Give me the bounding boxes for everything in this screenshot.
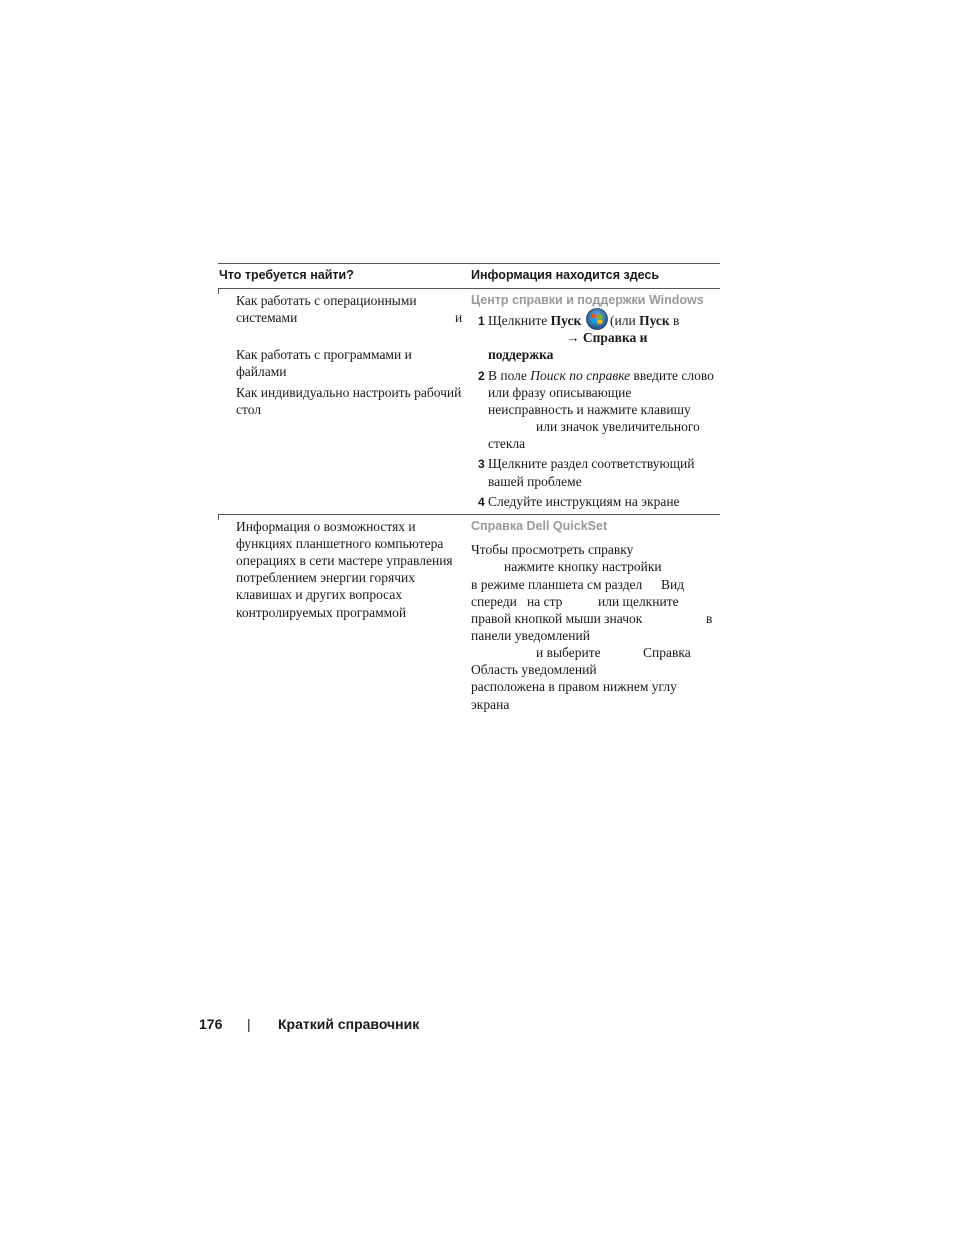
footer-separator: | [247,1016,251,1032]
row2-left-line: контролируемых программой [236,605,407,620]
header-bottom-rule [218,288,720,289]
footer-title: Краткий справочник [278,1016,420,1032]
step-number: 4 [478,495,485,509]
row1-left-line: системами [236,310,298,325]
step4-line1: Следуйте инструкциям на экране [488,494,680,509]
step1-line3: поддержка [488,347,554,362]
quickset-line: экрана [471,697,510,712]
row2-left-line: функциях планшетного компьютера [236,536,444,551]
quickset-line: и выберите [536,645,601,660]
quickset-line: Чтобы просмотреть справку [471,542,634,557]
row2-tick [218,514,219,520]
quickset-line: или щелкните [598,594,679,609]
row2-left-line: клавишах и других вопросах [236,587,403,602]
quickset-line: в [706,611,713,626]
row1-left-line: файлами [236,364,287,379]
step2-line1: В поле Поиск по справке введите слово [488,368,714,383]
row1-left-line: Как работать с операционными [236,293,417,308]
quickset-line: расположена в правом нижнем углу [471,679,677,694]
row-divider [218,514,720,515]
quickset-line: правой кнопкой мыши значок [471,611,643,626]
step-number: 3 [478,457,485,471]
col1-header: Что требуется найти? [219,268,354,282]
row1-left-line: Как индивидуально настроить рабочий [236,385,462,400]
step3-line1: Щелкните раздел соответствующий [488,456,695,471]
section-title-windows-help: Центр справки и поддержки Windows [471,293,704,307]
row1-left-line: стол [236,402,262,417]
step2-line3: неисправность и нажмите клавишу [488,402,691,417]
step1-line1: Щелкните Пуск [488,313,582,328]
quickset-line: спереди [471,594,517,609]
row2-left-line: операциях в сети мастере управления [236,553,453,568]
quickset-line: в режиме планшета см раздел [471,577,643,592]
row2-left-line: потреблением энергии горячих [236,570,416,585]
step2-line5: стекла [488,436,526,451]
table-top-rule [218,263,720,264]
row1-left-line: Как работать с программами и [236,347,412,362]
step2-line4: или значок увеличительного [536,419,700,434]
quickset-line: Область уведомлений [471,662,597,677]
quickset-line: панели уведомлений [471,628,590,643]
quickset-line: нажмите кнопку настройки [504,559,662,574]
page-number: 176 [199,1016,223,1032]
step-number: 1 [478,314,485,328]
row1-left-line: и [455,310,463,325]
windows-start-icon[interactable] [586,308,608,330]
step1-line2: → Справка и [566,330,648,345]
row1-tick [218,288,219,294]
quickset-line: Вид [661,577,685,592]
step-number: 2 [478,369,485,383]
step3-line2: вашей проблеме [488,474,582,489]
step1-line1b: (или Пуск в [610,313,680,328]
quickset-line: Справка [643,645,691,660]
quickset-line: на стр [527,594,563,609]
row2-left-line: Информация о возможностях и [236,519,416,534]
section-title-quickset-help: Справка Dell QuickSet [471,519,608,533]
step2-line2: или фразу описывающие [488,385,632,400]
col2-header: Информация находится здесь [471,268,660,282]
